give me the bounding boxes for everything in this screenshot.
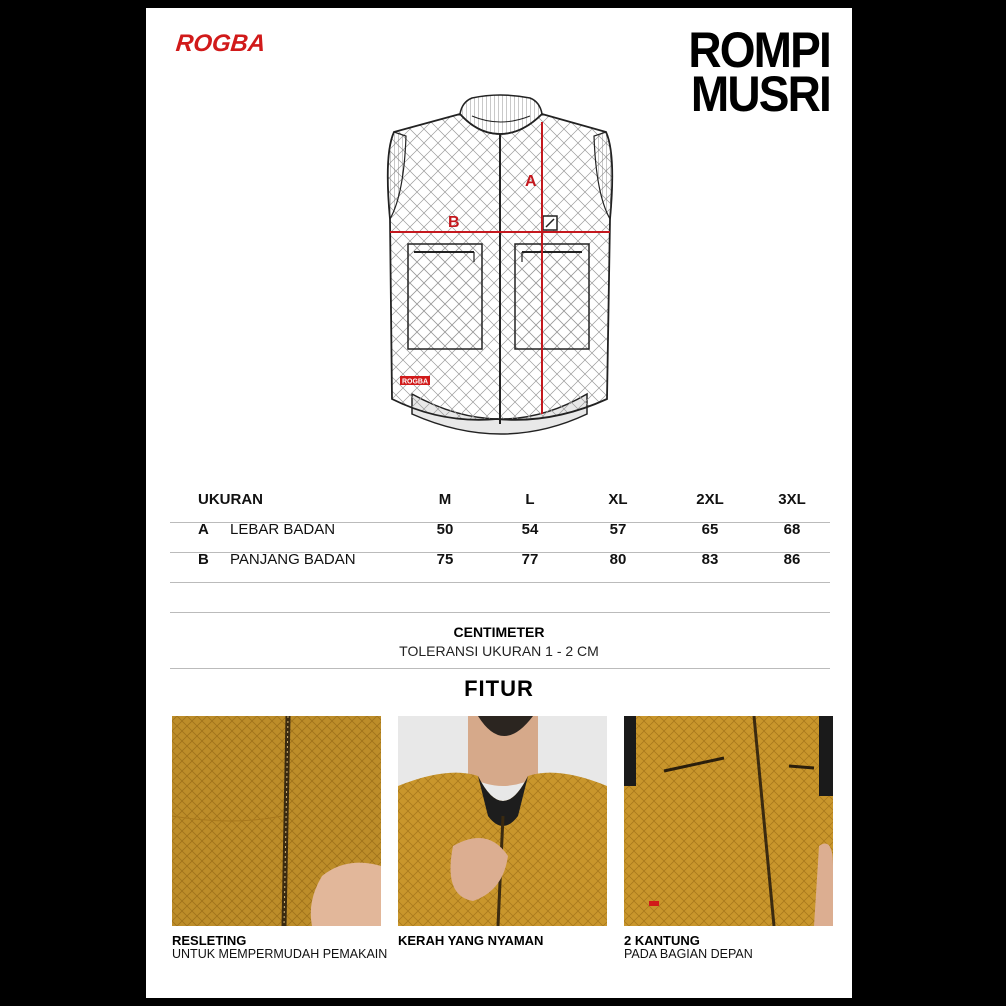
feature-subtitle-zipper: UNTUK MEMPERMUDAH PEMAKAIN xyxy=(172,947,388,961)
left-pocket xyxy=(408,244,482,349)
vest-diagram xyxy=(382,94,622,439)
cell-value: 83 xyxy=(701,551,719,568)
right-pocket xyxy=(515,244,589,349)
row-code: A xyxy=(198,521,209,538)
size-col-l: L xyxy=(525,491,535,508)
product-title-line-2: MUSRI xyxy=(690,66,830,122)
cell-value: 50 xyxy=(436,521,454,538)
size-col-m: M xyxy=(438,491,452,508)
feature-title-pockets: 2 KANTUNG xyxy=(624,933,700,948)
cell-value: 54 xyxy=(521,521,539,538)
feature-photo-zipper xyxy=(172,716,381,926)
measure-label-b: B xyxy=(448,214,460,231)
size-table xyxy=(170,484,830,574)
product-title-line-1: ROMPI xyxy=(688,22,830,78)
cell-value: 68 xyxy=(783,521,801,538)
cell-value: 65 xyxy=(701,521,719,538)
product-title xyxy=(688,22,830,122)
row-name: PANJANG BADAN xyxy=(230,551,356,568)
unit-title: CENTIMETER xyxy=(453,624,545,640)
table-row xyxy=(170,514,830,544)
svg-text:ROGBA: ROGBA xyxy=(401,378,429,386)
feature-photo-pockets xyxy=(624,716,833,926)
feature-heading: FITUR xyxy=(464,676,534,701)
size-col-3xl: 3XL xyxy=(778,491,806,508)
feature-title-zipper: RESLETING xyxy=(172,933,247,948)
row-code: B xyxy=(198,551,209,568)
cell-value: 75 xyxy=(436,551,454,568)
table-row xyxy=(170,544,830,574)
cell-value: 57 xyxy=(609,521,627,538)
brand-logo: ROGBA xyxy=(174,30,267,57)
row-name: LEBAR BADAN xyxy=(230,521,336,538)
cell-value: 86 xyxy=(783,551,801,568)
feature-subtitle-pockets: PADA BAGIAN DEPAN xyxy=(624,947,753,961)
cell-value: 80 xyxy=(609,551,627,568)
size-table-header xyxy=(170,484,830,514)
size-col-xl: XL xyxy=(608,491,628,508)
size-chart-card xyxy=(146,8,852,998)
cell-value: 77 xyxy=(521,551,539,568)
size-header-label: UKURAN xyxy=(198,491,263,508)
measure-label-a: A xyxy=(525,173,537,190)
tolerance-note: TOLERANSI UKURAN 1 - 2 CM xyxy=(399,643,599,659)
feature-title-collar: KERAH YANG NYAMAN xyxy=(398,933,544,948)
size-col-2xl: 2XL xyxy=(696,491,724,508)
feature-photo-collar xyxy=(398,716,607,926)
